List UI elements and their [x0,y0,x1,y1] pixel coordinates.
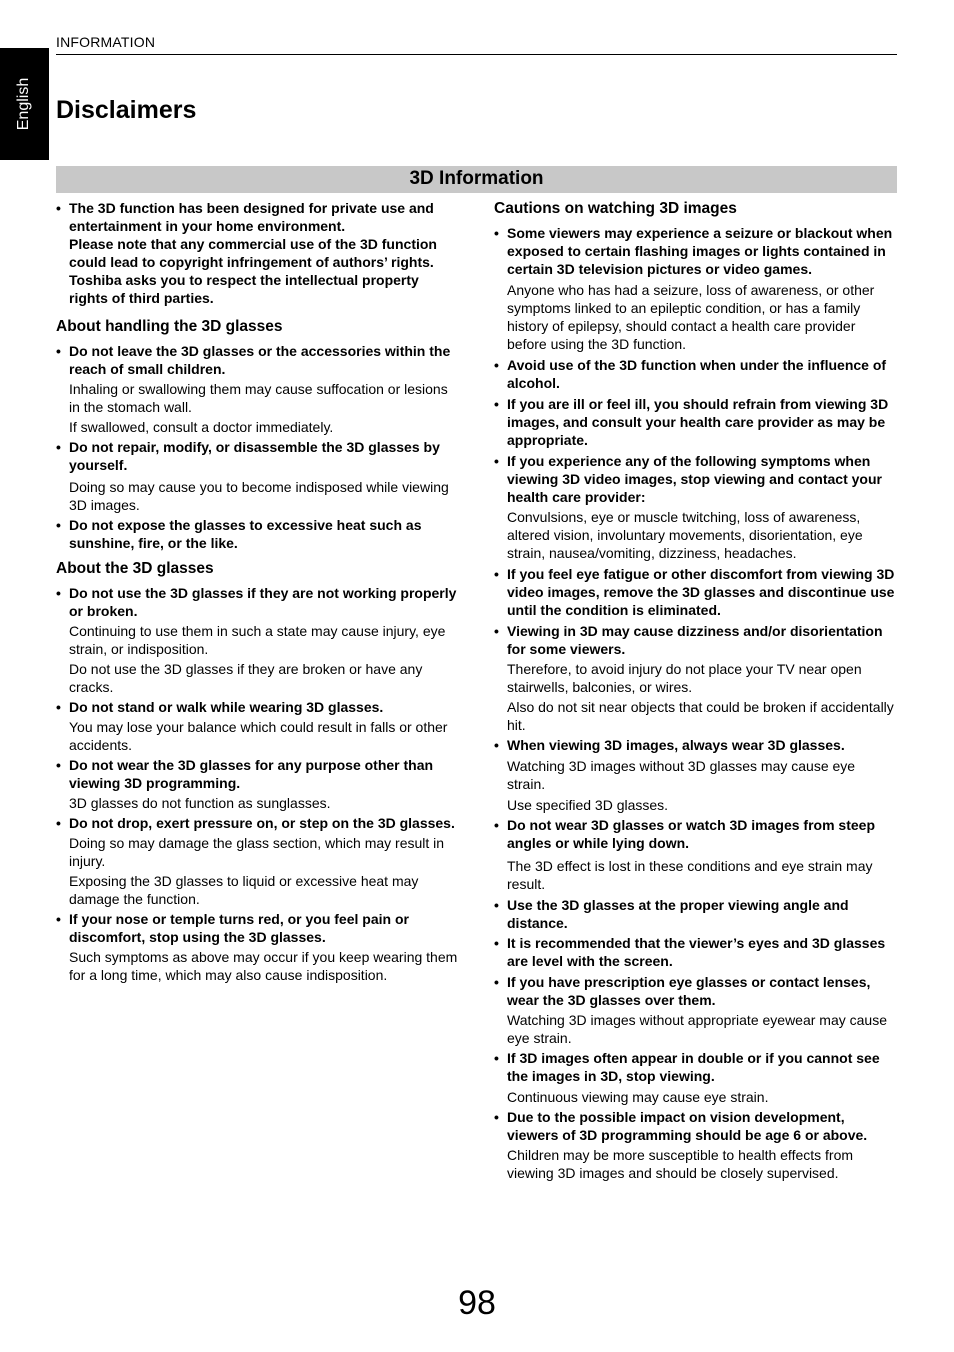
list-item [494,736,896,754]
page-title: Disclaimers [56,96,197,124]
item-detail: Use specified 3D glasses. [507,797,669,813]
item-main-text: Do not wear 3D glasses or watch 3D images from steep angles or while lying down. [507,817,876,851]
item-detail: Doing so may damage the glass section, which may result in injury. [69,835,445,869]
list-item [494,1108,896,1144]
list-item [494,395,896,449]
bullet: • [494,623,499,639]
bullet: • [56,757,61,773]
item-detail: You may lose your balance which could result in falls or other accidents. [69,719,448,753]
header-section-label: INFORMATION [56,34,156,50]
list-item [494,565,896,619]
section-heading-handling: About handling the 3D glasses [56,318,283,335]
bullet: • [494,817,499,833]
intro-item [56,199,458,307]
section-heading-cautions: Cautions on watching 3D images [494,200,737,217]
item-detail: Children may be more susceptible to health effects from viewing 3D images and should be closely supervised. [507,1147,854,1181]
item-detail: Such symptoms as above may occur if you keep wearing them for a long time, which may also cause indisposition. [69,949,458,983]
item-detail: Therefore, to avoid injury do not place your TV near open stairwells, balconies, or wires. [507,661,862,695]
item-main-text: Avoid use of the 3D function when under the influence of alcohol. [507,357,887,391]
bullet: • [494,1050,499,1066]
header-divider [56,54,897,55]
bullet: • [56,343,61,359]
item-detail: Continuing to use them in such a state may cause injury, eye strain, or indisposition. [69,623,446,657]
item-detail: Inhaling or swallowing them may cause suffocation or lesions in the stomach wall. [69,381,448,415]
item-main-text: If you have prescription eye glasses or contact lenses, wear the 3D glasses over them. [507,974,871,1008]
list-item [56,698,458,716]
item-main-text: Some viewers may experience a seizure or blackout when exposed to certain flashing images or lights contained in certain 3D television pictures or video games. [507,225,893,277]
item-main-text: Do not stand or walk while wearing 3D glasses. [69,699,384,715]
item-main-text: If 3D images often appear in double or if you cannot see the images in 3D, stop viewing. [507,1050,880,1084]
bullet: • [494,357,499,373]
bullet: • [56,911,61,927]
item-detail: Continuous viewing may cause eye strain. [507,1089,769,1105]
item-main-text: If your nose or temple turns red, or you feel pain or discomfort, stop using the 3D glasses. [69,911,409,945]
list-item [494,622,896,658]
section-header-bar [56,166,897,193]
bullet: • [494,396,499,412]
right-column [494,199,896,1182]
list-item [56,584,458,620]
intro-text-1: The 3D function has been designed for private use and entertainment in your home environment. [69,200,434,234]
item-main-text: It is recommended that the viewer’s eyes and 3D glasses are level with the screen. [507,935,886,969]
bullet: • [494,225,499,241]
bullet: • [494,935,499,951]
bullet: • [494,897,499,913]
bullet: • [56,200,61,216]
list-item [494,1049,896,1085]
item-main-text: Do not leave the 3D glasses or the accessories within the reach of small children. [69,343,451,377]
left-column [56,199,458,984]
item-detail: Convulsions, eye or muscle twitching, loss of awareness, altered vision, involuntary movements, disorientation, eye strain, nausea/vomiting, dizziness, headaches. [507,509,863,561]
list-item [56,756,458,792]
bullet: • [56,517,61,533]
list-item [56,910,458,946]
item-detail: Anyone who has had a seizure, loss of awareness, or other symptoms linked to an epileptic condition, or has a family history of epilepsy, should contact a health care provider before using the 3D function. [507,282,875,352]
list-item [494,224,896,278]
item-detail: Watching 3D images without 3D glasses may cause eye strain. [507,758,856,792]
item-main-text: Do not drop, exert pressure on, or step on the 3D glasses. [69,815,455,831]
list-item [494,934,896,970]
list-item [494,896,896,932]
item-main-text: Do not wear the 3D glasses for any purpose other than viewing 3D programming. [69,757,434,791]
list-item [56,516,458,552]
item-detail: Do not use the 3D glasses if they are broken or have any cracks. [69,661,423,695]
bullet: • [494,974,499,990]
section-heading-glasses: About the 3D glasses [56,560,214,577]
page-number: 98 [458,1284,496,1322]
item-main-text: Do not use the 3D glasses if they are not working properly or broken. [69,585,457,619]
bullet: • [56,699,61,715]
bullet: • [494,566,499,582]
item-main-text: If you feel eye fatigue or other discomfort from viewing 3D video images, remove the 3D glasses and discontinue use until the condition is eliminated. [507,566,895,618]
item-main-text: If you are ill or feel ill, you should refrain from viewing 3D images, and consult your health care provider as may be appropriate. [507,396,889,448]
bullet: • [56,439,61,455]
section-title: 3D Information [409,168,544,189]
item-main-text: Do not repair, modify, or disassemble the 3D glasses by yourself. [69,439,440,473]
item-detail: The 3D effect is lost in these conditions and eye strain may result. [507,858,873,892]
list-item [494,356,896,392]
item-detail: Watching 3D images without appropriate eyewear may cause eye strain. [507,1012,888,1046]
bullet: • [494,1109,499,1125]
item-main-text: Do not expose the glasses to excessive heat such as sunshine, fire, or the like. [69,517,422,551]
item-detail: Exposing the 3D glasses to liquid or excessive heat may damage the function. [69,873,419,907]
item-detail: Also do not sit near objects that could be broken if accidentally hit. [507,699,894,733]
list-item [494,816,896,852]
bullet: • [494,453,499,469]
list-item [494,452,896,506]
item-detail: Doing so may cause you to become indisposed while viewing 3D images. [69,479,449,513]
list-item [56,814,458,832]
intro-text-2: Please note that any commercial use of the 3D function could lead to copyright infringement of authors’ rights. Toshiba asks you to respect the intellectual property rights of third parties. [69,236,437,306]
item-main-text: Due to the possible impact on vision development, viewers of 3D programming should be age 6 or above. [507,1109,868,1143]
bullet: • [56,585,61,601]
list-item [494,973,896,1009]
bullet: • [494,737,499,753]
list-item [56,438,458,474]
item-main-text: When viewing 3D images, always wear 3D glasses. [507,737,845,753]
item-main-text: If you experience any of the following symptoms when viewing 3D video images, stop viewing and contact your health care provider: [507,453,882,505]
language-side-tab-label: English [15,77,32,131]
item-main-text: Viewing in 3D may cause dizziness and/or disorientation for some viewers. [507,623,883,657]
item-detail: If swallowed, consult a doctor immediately. [69,419,334,435]
bullet: • [56,815,61,831]
item-main-text: Use the 3D glasses at the proper viewing angle and distance. [507,897,849,931]
item-detail: 3D glasses do not function as sunglasses. [69,795,331,811]
list-item [56,342,458,378]
